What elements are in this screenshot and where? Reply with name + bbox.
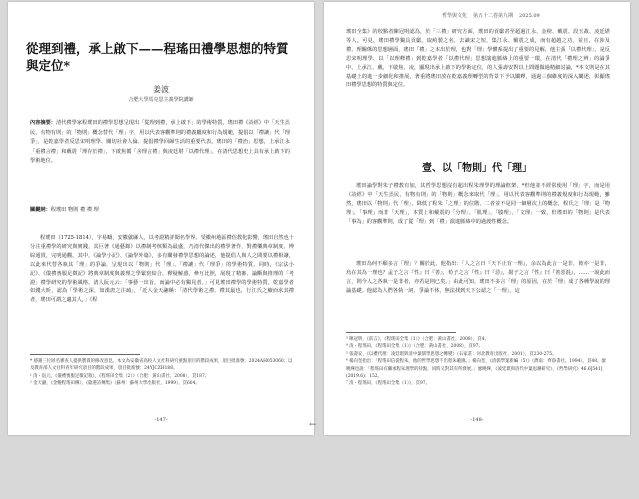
body-paragraph: 瑤田為何不願多言「理」？關於此，他指出：「人之言曰『天下止有一理』，余以為此言一是非，彼亦一是非，烏在其為一理也？孟子之言『性』曰『善』，荀子之言『性』曰『惡』，揚子之言『性』曰『善惡混』，……一說此而言，則今人之各執一是非者，亦若是則已矣。」由此可知，瑤田不多言「理」的原因，在於「理」成了各種學說的理論基礎。他認為人們各執一詞，爭論不休，無法找到天下公認之「一理」，這 bbox=[346, 261, 610, 294]
body-paragraph: 瑤田論學對朱子禮教有加，其哲學思想沒有超出程朱理學的理論框架，*但他並不經常使用「理」字，而是用《詩經》中「天生烝民，有物有則」的「物則」概念來取代「理」，用以代表客觀準則的禮義規度和行為規範，雖然，瑤田以「物則」代「理」，降低了程朱「之理」的位階，二者並不是同一個層次上的概念，程氏之「理」是「物理」，「事理」而非「天理」，本質上和戴震的「分理」、「肌理」、「腠理」、「文理」一致，但瑤田的「物則」是代表「事為」的客觀準則，成了從「理」到「禮」演進脈絡中的過渡性概念。 bbox=[346, 183, 610, 225]
author-name: 姜波 bbox=[153, 85, 169, 94]
section-title: 壹、以「物則」代「理」 bbox=[422, 163, 532, 174]
footnotes bbox=[30, 358, 294, 388]
issue-date: 2025.09 bbox=[519, 13, 540, 19]
footnote: ⁵ 張壽安，《以禮代理：凌廷堪與清中葉儒學思想之轉變》（石家莊：河北教育出版社，2001），頁230-275。 bbox=[346, 351, 557, 357]
body-paragraph: 程瑤田（1725-1814），字易疇，安徽歙縣人，以考證精詳聞名學界。受徽州地區禮俗教化影響，瑤田自然也十分注重禮學的研究與實踐，其巨著《通藝錄》以禮制考核類為最盛，乃清代傑出的禮學著作，對禮樂典章制度、博綜通貫，完明通觀。其中，《論學小記》、《論學外篇》，多有闡發禮學思想的論述，他提倡人與人之間要以禮相讓，以此來代替各執其「理」的爭論，呈現出以「物則」代「理」、「禮讓」代「理爭」的學術特質。同時，《宗法小記》、《儀禮喪服足徵記》將典章制度與義理之學緊密結合，釋疑解惑，參互比照，展現了精審、論斷與推理的「考證」禮學研究的學術風格。清人阮元云：「事藝一出旨，而論中必有獨見者。」可見瑤田禮學的學術特質。乾嘉學者如錢大昕，認為「學術之深，如漢唐之注疏」，「近人金天翮稱：「清代學術之禮、禮其最也，行江氏之續而求其禮者，瑤田可謂之適其人，」《程 bbox=[30, 235, 294, 304]
right-page bbox=[324, 2, 630, 435]
author-affiliation: 合肥大學馬克思主義學院講師 bbox=[128, 97, 194, 103]
article-title: 從理到禮，承上啟下——程瑤田禮學思想的特質與定位* bbox=[26, 41, 289, 73]
left-arrow-icon[interactable]: ← bbox=[309, 420, 317, 430]
page-number: -148- bbox=[470, 417, 484, 423]
keywords-text: 程瑤田 物則 禮 禮 理 bbox=[50, 207, 99, 213]
footnote: ⁶ 楊向奎指出：「程瑤田信從程朱，他的哲學思想不出程朱範圍。」楊向奎，《清儒學案新編（5）》（濟南：齊魯書社，1994），頁48。廖曉燁也說：「程瑤田有繼承程朱理學的特點，同時又對其有所發展。」廖曉燁，《凌廷堪與清代中葉思潮研究》，《哲學研究》46.6[541](2019.6)：152。 bbox=[346, 359, 606, 380]
footnote-divider bbox=[30, 354, 140, 355]
keywords bbox=[30, 206, 290, 213]
volume-issue: 第五十二卷第九期 bbox=[473, 13, 514, 19]
running-header bbox=[442, 12, 546, 19]
footnote: ² 金天翮，《金輓程瑤田傳》，《歙港詩傳集》（蘇州：蘇州大學出版社，1999），頁604。 bbox=[30, 381, 200, 387]
abstract bbox=[30, 119, 290, 167]
footnote: ³ 陳冠明，《前言》，《程瑤田全集（1）》（合肥：黃山書社，2008），頁4。 bbox=[346, 337, 489, 342]
abstract-label: 內容摘要： bbox=[30, 120, 56, 126]
footnote: ⁴ 清・程瑤田，《程瑤田全集（1）》（合肥：黃山書社，2008），頁97。 bbox=[346, 344, 483, 350]
body-paragraph: 瑤田全集》的校點者陳冠明認為，於「三禮」研究方面，瑤田的貢獻甚至超過江永、金榜、戴震、段玉裁、凌廷堪等人。可見，瑤田禮學獨具貢獻。取約製之名，去識宋之短，集江永、戴震之成，而有超越之功。並且，在涉及禮、理關係的思想層面，瑤田「禮」之本出於理，也對「理」學體系提出了重要的見解，他主張「以禮代理」，是反思宋明理學、以「以理釋禮」到乾嘉學者「以禮代理」思想演進脈絡上的重要一環，在清代「禮理之辨」的論爭中，上承江、戴，下啟焦、凌，顯現出承上啟下的學術定位，的人張壽安對以上問題做過精細討論，*本文則是在其基礎上的進一步細化和推展，著重將瑤田放在乾嘉義理轉型的背景下予以闡釋，通過三個維度的深入闡述，彰顯瑤田禮學思想的特質與定位。 bbox=[346, 29, 610, 89]
keywords-label: 關鍵詞： bbox=[30, 207, 51, 213]
abstract-text: 清代禮學家程瑤田的禮學思想呈現出「從理到禮，承上啟下」的學術特質，瑤田禮《詩經》中「天生烝民，有物有則」的「物則」概念替代「理」字，用以代表客觀準則的禮義屬度和行為規範，提倡以「禮讓」代「理爭」，是乾嘉學者反思宋明理學、關切社會人倫、提倡禮學回歸生活的重要代表。瑤田的「禮治」思想，上承江永「重禮言禮」和戴震「理存於禮」，下啟焦循「舍理言禮」與凌廷堪「以禮代理」，在清代思想史上具有承上啟下的學術地位。 bbox=[30, 120, 290, 165]
footnotes bbox=[346, 336, 610, 388]
left-page bbox=[8, 2, 314, 435]
page-number: -147- bbox=[154, 417, 168, 423]
footnote: ⁷ 清・程瑤田，《程瑤田全集（1）》，頁97。 bbox=[346, 381, 430, 387]
footnote: ¹ 清・阮元，《儀禮喪服足徵記敘》，《程瑤田全集（2）》（合肥：黃山書社，2008），頁187。 bbox=[30, 373, 210, 379]
footnote-divider bbox=[346, 332, 456, 333]
footnote: * 感謝三位匿名審查人提供寶貴的修改意見。本文為安徽省高校人文社科研究重點項目的階段成果，項目批准號：2024AH053060；以及教育部人文社科青年研究項目的階段成果，項目批准號：24YJCZH188。 bbox=[30, 359, 293, 372]
journal-name: 哲學與文化 bbox=[442, 13, 468, 19]
